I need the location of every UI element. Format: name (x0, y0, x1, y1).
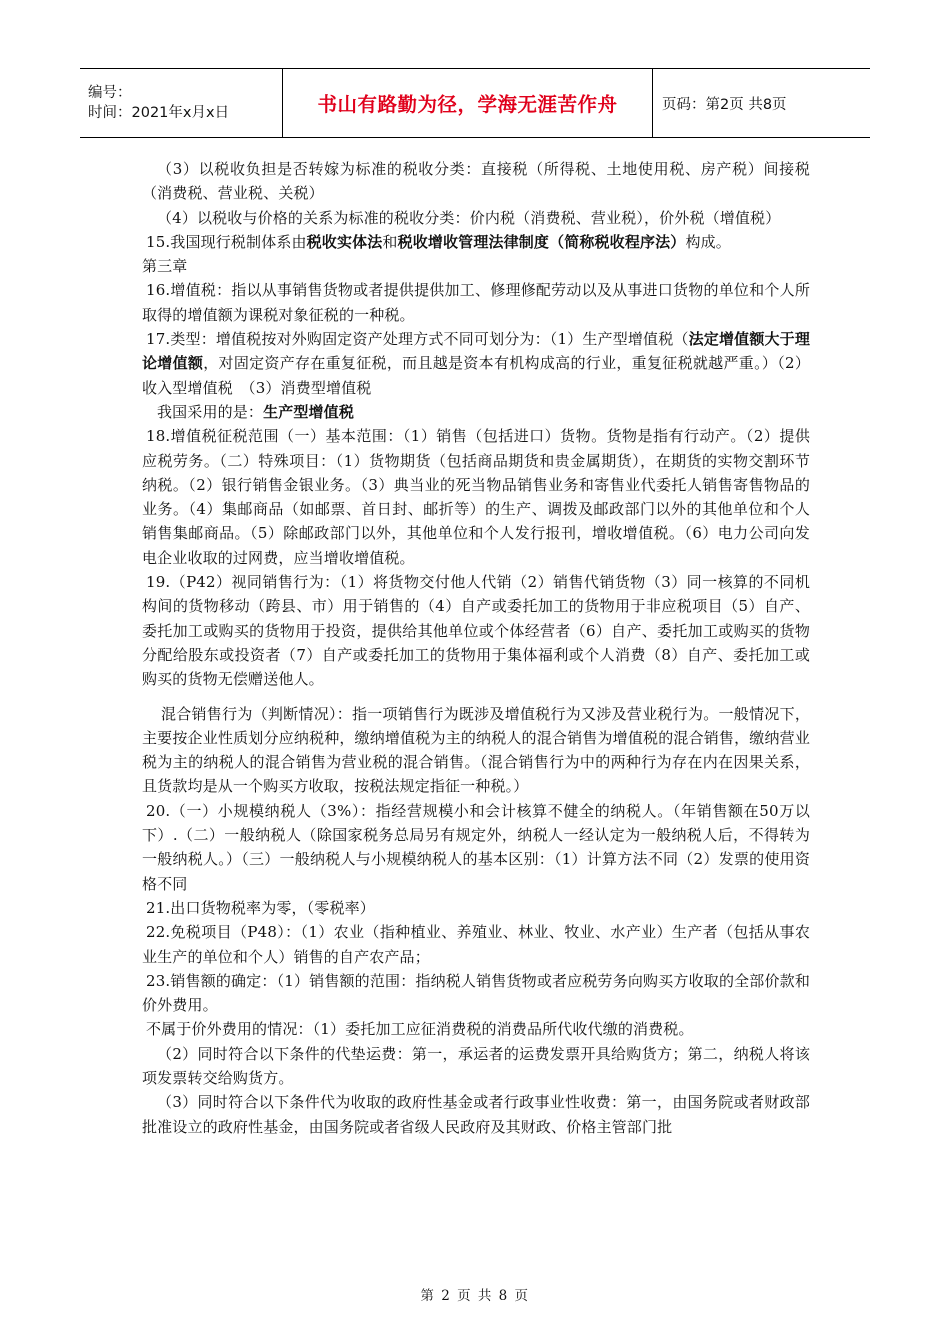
paragraph (142, 230, 810, 254)
document-number-label: 编号： (88, 85, 132, 101)
paragraph: 22.免税项目（P48）：（1）农业（指种植业、养殖业、林业、牧业、水产业）生产者（包括从事农业生产的单位和个人）销售的自产农产品； (142, 923, 810, 966)
text-run: 我国采用的是： (157, 402, 264, 421)
document-body (142, 157, 810, 1139)
paragraph: 20.（一）小规模纳税人（3%）：指经营规模小和会计核算不健全的纳税人。（年销售额在50万以下）.（二）一般纳税人（除国家税务总局另有规定外，纳税人一经认定为一般纳税人后，不得转为一般纳税人。）（三）一般纳税人与小规模纳税人的基本区别：（1）计算方法不同（2）发票的使用资格不同 (142, 801, 810, 893)
paragraph: （4）以税收与价格的关系为标准的税收分类：价内税（消费税、营业税），价外税（增值税） (157, 208, 781, 227)
text-run: 17.类型：增值税按对外购固定资产处理方式不同可划分为：（1）生产型增值税（ (146, 330, 689, 349)
header-motto: 书山有路勤为径，学海无涯苦作舟 (317, 93, 618, 116)
document-date-label: 时间：2021年x月x日 (88, 105, 230, 121)
paragraph: （3）同时符合以下条件代为收取的政府性基金或者行政事业性收费：第一，由国务院或者财政部批准设立的政府性基金，由国务院或者省级人民政府及其财政、价格主管部门批 (142, 1093, 810, 1136)
paragraph: （3）以税收负担是否转嫁为标准的税收分类：直接税（所得税、土地使用税、房产税）间接税（消费税、营业税、关税） (142, 160, 810, 203)
paragraph: 21.出口货物税率为零，（零税率） (146, 898, 375, 917)
paragraph: 18.增值税征税范围（一）基本范围：（1）销售（包括进口）货物。货物是指有行动产。（2）提供应税劳务。（二）特殊项目：（1）货物期货（包括商品期货和贵金属期货），在期货的实物交割环节纳税。（2）银行销售金银业务。（3）典当业的死当物品销售业务和寄售业代委托人销售寄售物品的业务。（4）集邮商品（如邮票、首日封、邮折等）的生产、调拨及邮政部门以外的其他单位和个人销售集邮商品。（5）除邮政部门以外，其他单位和个人发行报刊，增收增值税。（6）电力公司向发电企业收取的过网费，应当增收增值税。 (142, 427, 810, 567)
header-page-cell (653, 69, 870, 137)
bold-text: 法定增值额大于理论增值额 (142, 330, 811, 373)
page-header (80, 68, 870, 138)
paragraph: 16.增值税：指以从事销售货物或者提供提供加工、修理修配劳动以及从事进口货物的单位和个人所取得的增值额为课税对象征税的一种税。 (142, 281, 810, 324)
header-page-label: 页码：第2页 共8页 (662, 96, 787, 113)
header-meta (80, 69, 282, 137)
paragraph: （2）同时符合以下条件的代垫运费：第一，承运者的运费发票开具给购货方；第二，纳税人将该项发票转交给购货方。 (142, 1044, 810, 1087)
text-run: 15.我国现行税制体系由 (146, 232, 307, 251)
text-run: 构成。 (685, 232, 731, 251)
paragraph (142, 400, 810, 424)
bold-text: 生产型增值税 (263, 402, 354, 421)
paragraph: 混合销售行为（判断情况）：指一项销售行为既涉及增值税行为又涉及营业税行为。一般情况下，主要按企业性质划分应纳税种，缴纳增值税为主的纳税人的混合销售为增值税的混合销售，缴纳营业税为主的纳税人的混合销售为营业税的混合销售。（混合销售行为中的两种行为存在内在因果关系，且货款均是从一个购买方收取，按税法规定指征一种税。） (142, 704, 810, 796)
text-run: ，对固定资产存在重复征税，而且越是资本有机构成高的行业，重复征税就越严重。）（2）收入型增值税 （3）消费型增值税 (142, 354, 810, 397)
page-footer: 第 2 页 共 8 页 (420, 1288, 530, 1304)
paragraph: 19.（P42）视同销售行为：（1）将货物交付他人代销（2）销售代销货物（3）同一核算的不同机构间的货物移动（跨县、市）用于销售的（4）自产或委托加工的货物用于非应税项目（5）自产、委托加工或购买的货物用于投资，提供给其他单位或个体经营者（6）自产、委托加工或购买的货物分配给股东或投资者（7）自产或委托加工的货物用于集体福利或个人消费（8）自产、委托加工或购买的货物无偿赠送他人。 (142, 573, 810, 689)
paragraph (142, 327, 810, 400)
bold-text: 税收增收管理法律制度（简称税收程序法） (397, 232, 686, 251)
paragraph: 不属于价外费用的情况：（1）委托加工应征消费税的消费品所代收代缴的消费税。 (146, 1020, 694, 1039)
text-run: 和 (382, 232, 398, 251)
bold-text: 税收实体法 (306, 232, 383, 251)
header-motto-cell (282, 69, 653, 137)
chapter-heading: 第三章 (142, 257, 188, 276)
paragraph: 23.销售额的确定：（1）销售额的范围：指纳税人销售货物或者应税劳务向购买方收取的全部价款和价外费用。 (142, 971, 810, 1015)
